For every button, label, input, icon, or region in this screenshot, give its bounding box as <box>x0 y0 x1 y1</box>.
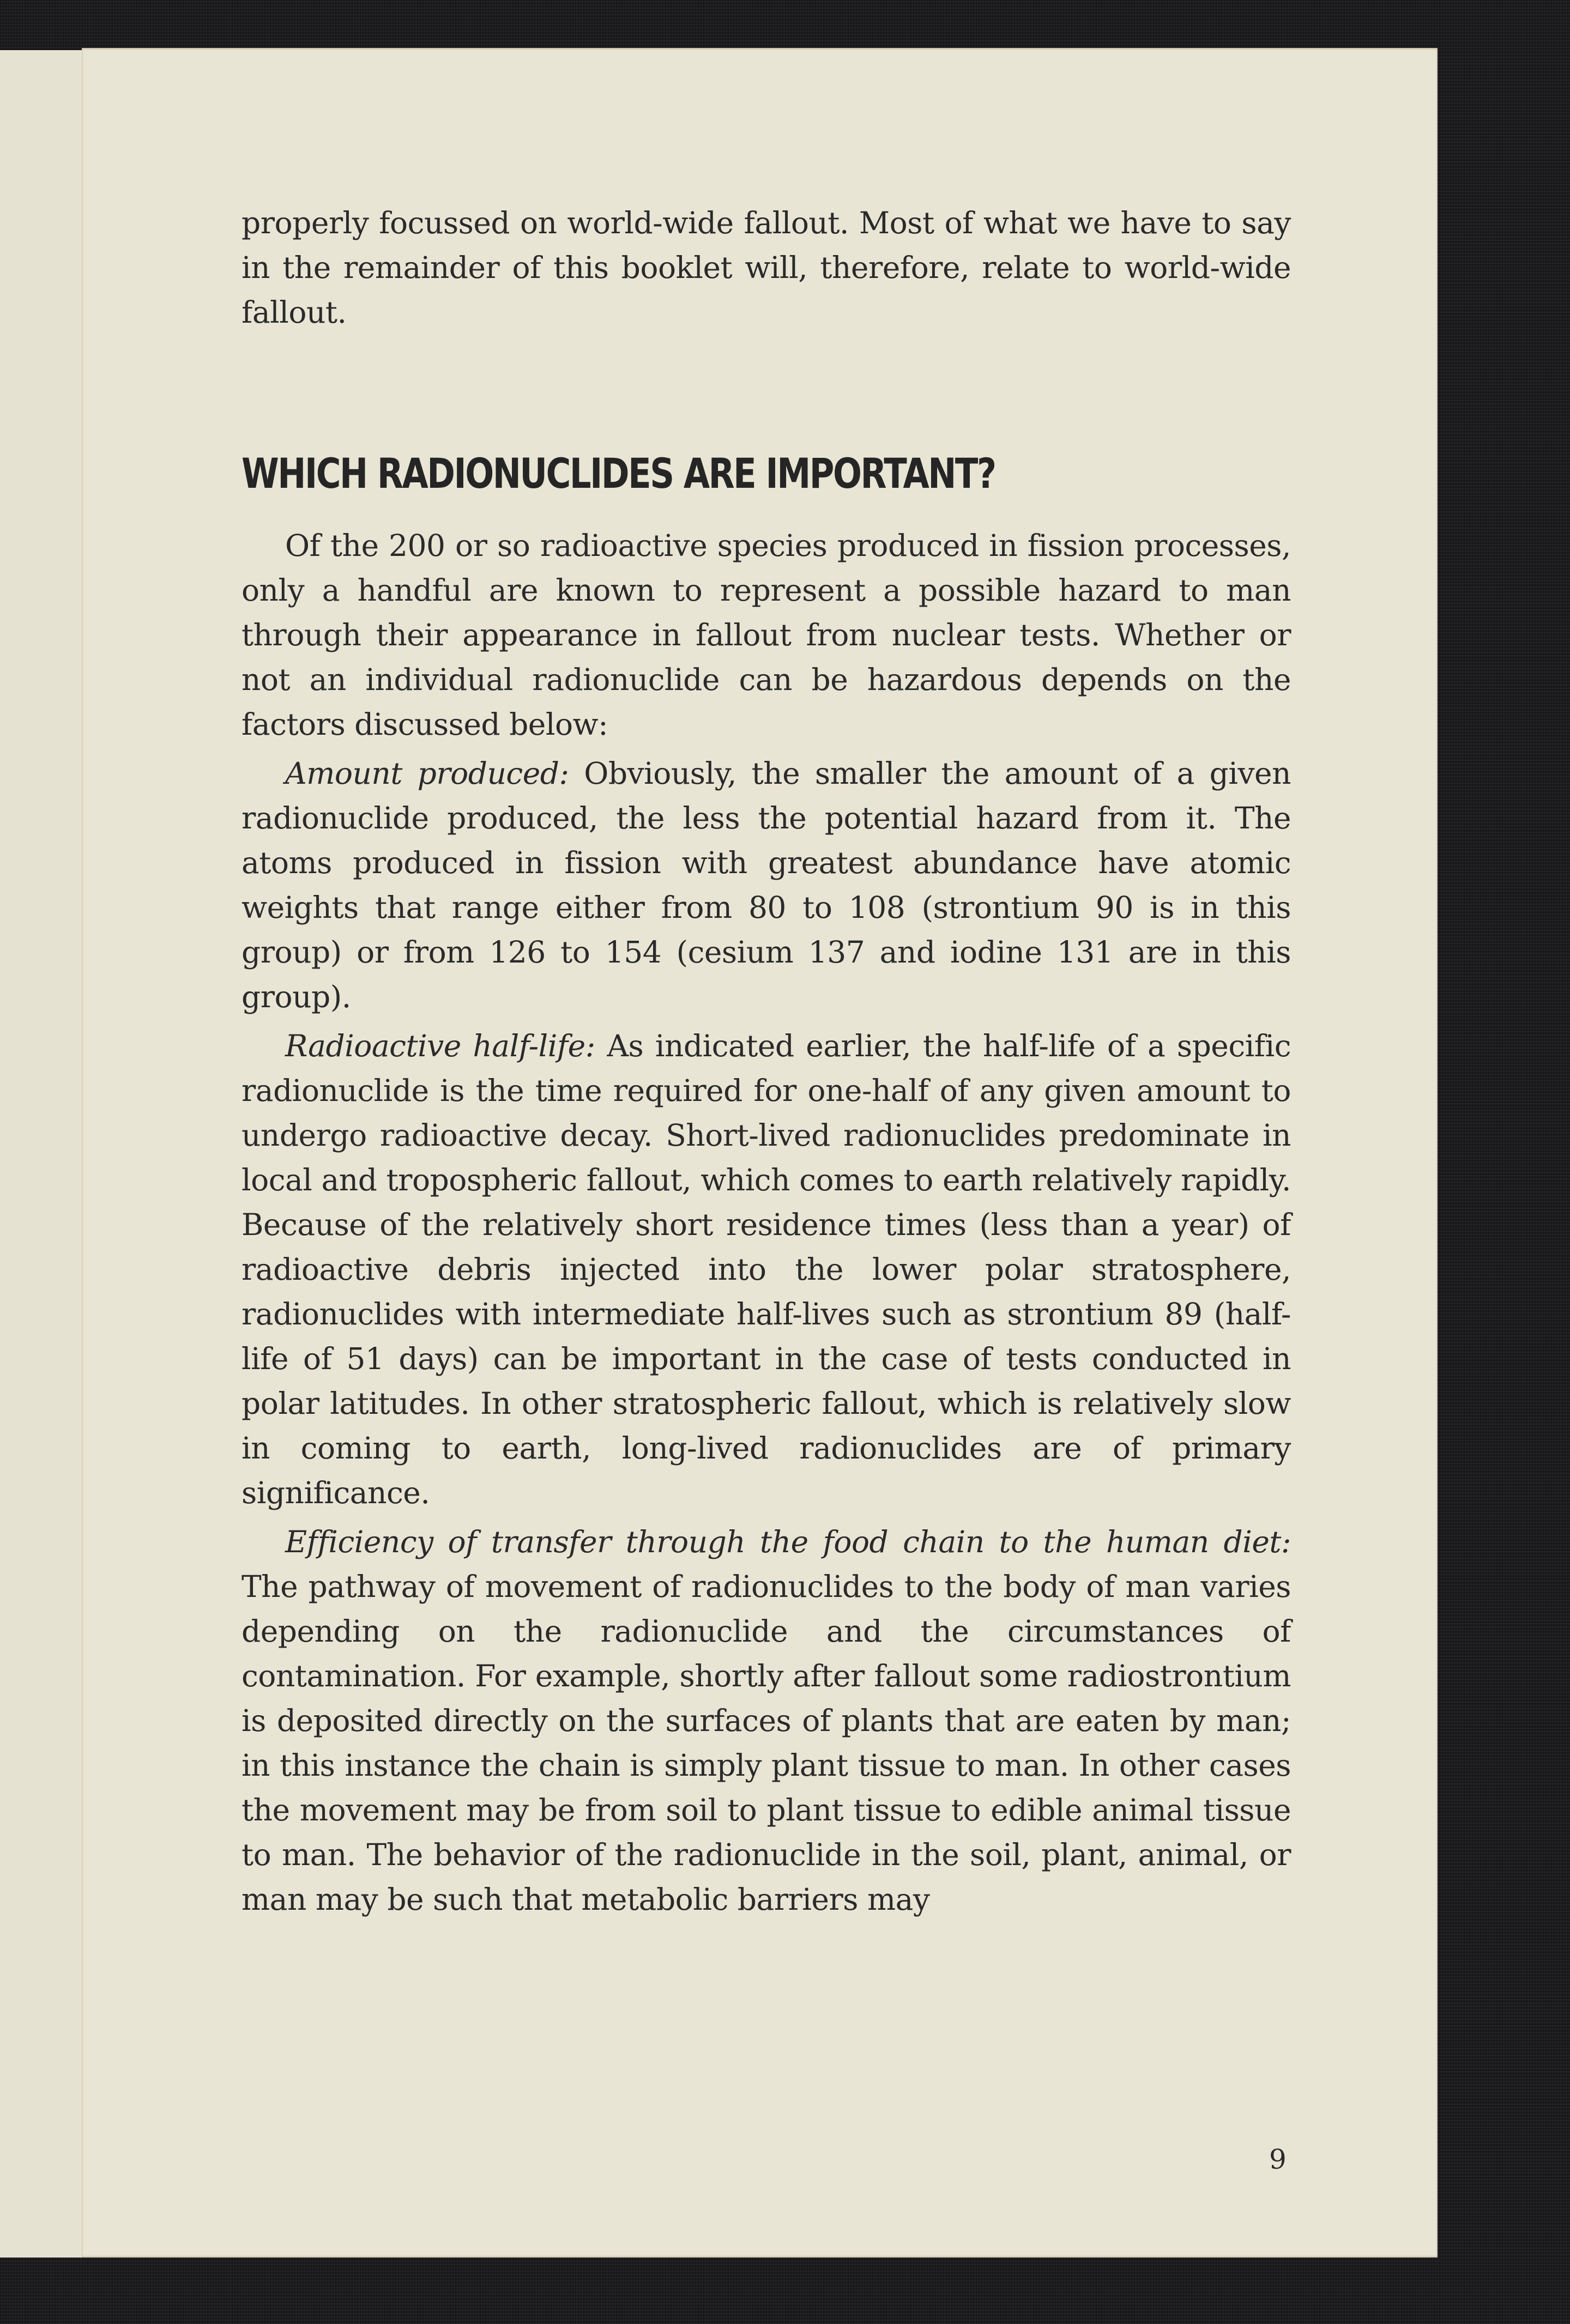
factor-food-chain-transfer <box>241 1520 1291 1922</box>
factor-half-life <box>241 1024 1291 1515</box>
opening-paragraph: Of the 200 or so radioactive species produced in fission processes, only a handful are known to represent a possible hazard to man through their appearance in fallout from nuclear tests. Whether or not an individual radionuclide can be hazardous depends on the factors discussed below: <box>241 528 1291 742</box>
factor-text: Obviously, the smaller the amount of a given radionuclide produced, the less the potential hazard from it. The atoms produced in fission with greatest abundance have atomic weights that range either from 80 to 108 (strontium 90 is in this group) or from 126 to 154 (cesium 137 and iodine 131 are in this group). <box>241 756 1291 1014</box>
factor-term: Amount produced: <box>285 756 569 791</box>
facing-page-edge <box>0 50 83 2258</box>
intro-paragraph: properly focussed on world-wide fallout. Most of what we have to say in the remainder of this booklet will, therefore, relate to world-wide fallout. <box>241 205 1291 330</box>
factor-term: Radioactive half-life: <box>285 1028 595 1063</box>
factor-text: The pathway of movement of radionuclides to the body of man varies depending on the radionuclide and the circumstances of contamination. For example, shortly after fallout some radiostrontium is deposited directly on the surfaces of plants that are eaten by man; in this instance the chain is simply plant tissue to man. In other cases the movement may be from soil to plant tissue to edible animal tissue to man. The behavior of the radionuclide in the soil, plant, animal, or man may be such that metabolic barriers may <box>241 1569 1291 1917</box>
section-heading: WHICH RADIONUCLIDES ARE IMPORTANT? <box>241 449 995 498</box>
factor-text: As indicated earlier, the half-life of a specific radionuclide is the time required for one-half of any given amount to undergo radioactive decay. Short-lived radionuclides predominate in local and tropospheric fallout, which comes to earth relatively rapidly. Because of the relatively short residence times (less than a year) of radioactive debris injected into the lower polar stratosphere, radionuclides with intermediate half-lives such as strontium 89 (half-life of 51 days) can be important in the case of tests conducted in polar latitudes. In other stratospheric fallout, which is relatively slow in coming to earth, long-lived radionuclides are of primary significance. <box>241 1028 1291 1510</box>
factor-amount-produced <box>241 751 1291 1019</box>
book-page <box>82 48 1438 2258</box>
page-number: 9 <box>1269 2144 1287 2175</box>
factor-term: Efficiency of transfer through the food chain to the human diet: <box>285 1524 1291 1559</box>
page-body <box>241 201 1291 1922</box>
